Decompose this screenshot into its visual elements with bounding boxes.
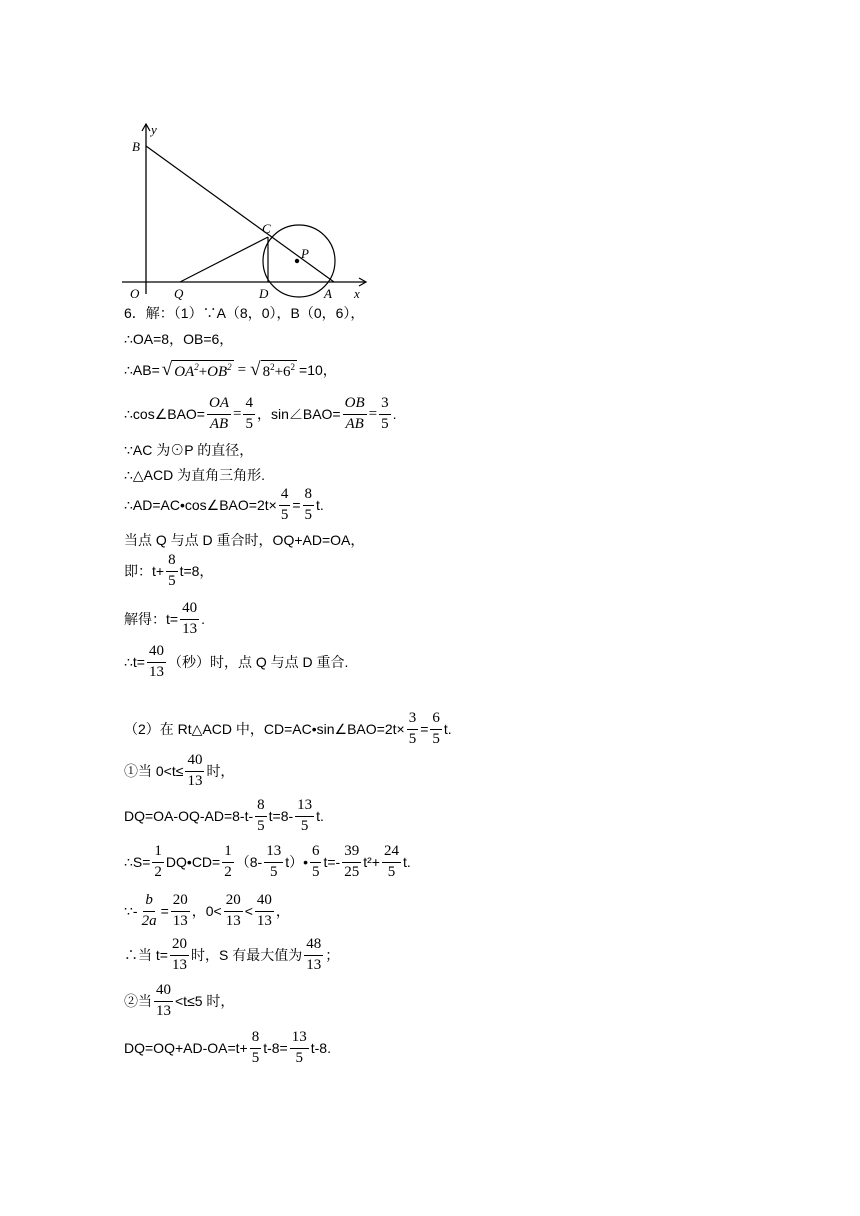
denominator: 5	[280, 506, 289, 523]
fraction	[379, 396, 391, 433]
text: ，	[275, 903, 290, 920]
numerator: 13	[290, 1030, 309, 1049]
text: 时，S 有最大值为	[190, 947, 303, 964]
numerator: 3	[407, 711, 419, 730]
fraction	[255, 893, 274, 930]
numerator: 24	[382, 844, 401, 863]
numerator: 40	[255, 893, 274, 912]
denominator: 5	[304, 506, 312, 523]
solution-line-4	[124, 396, 396, 433]
fraction	[185, 753, 204, 790]
fraction	[152, 844, 164, 881]
solution-line-19	[124, 1030, 331, 1067]
denominator: 13	[156, 1002, 171, 1019]
fraction	[264, 844, 283, 881]
fraction	[295, 798, 314, 835]
text: t=8-	[268, 808, 294, 825]
text: ①当 0<t≤	[124, 763, 184, 780]
numerator: 1	[222, 844, 234, 863]
sqrt-term: OB	[207, 364, 228, 380]
text: ∴AB=	[124, 362, 160, 379]
fraction	[166, 553, 178, 590]
fraction	[222, 844, 234, 881]
denominator: 5	[257, 817, 265, 834]
numerator: b	[143, 893, 155, 912]
text: ∴当 t=	[124, 947, 168, 964]
denominator: 13	[172, 912, 188, 929]
denominator: 5	[245, 415, 253, 432]
text: t-8=	[263, 1040, 288, 1057]
solution-line-7	[124, 487, 324, 524]
text: 当点 Q 与点 D 重合时，OQ+AD=OA，	[124, 532, 365, 548]
solution-line-18	[124, 983, 234, 1020]
text: ∴t=	[124, 654, 145, 671]
denominator: 13	[182, 620, 198, 637]
numerator: 1	[152, 844, 164, 863]
solution-line-14	[124, 798, 324, 835]
solution-line-10	[124, 601, 205, 638]
numerator: 20	[170, 937, 189, 956]
text: t=8，	[179, 563, 214, 580]
fraction	[147, 644, 166, 681]
point-p	[295, 259, 299, 263]
fraction	[304, 937, 323, 974]
fraction	[407, 711, 419, 748]
label-y: y	[151, 122, 157, 137]
label-q: Q	[174, 286, 184, 301]
numerator: 20	[171, 893, 190, 912]
denominator: 5	[311, 863, 320, 880]
numerator: OA	[207, 396, 231, 415]
segment-ab	[146, 146, 334, 282]
text: =10，	[299, 362, 337, 379]
solution-line-17	[124, 937, 339, 974]
denominator: 5	[381, 415, 389, 432]
fraction	[140, 893, 159, 930]
denominator: 13	[171, 956, 187, 973]
text: ∵AC 为⊙P 的直径，	[124, 442, 254, 458]
equals: =	[237, 361, 247, 378]
fraction	[342, 844, 361, 881]
text: <t≤5 时，	[175, 993, 235, 1010]
fraction	[180, 601, 199, 638]
denominator: 5	[387, 863, 396, 880]
text: t.	[402, 854, 411, 871]
denominator: 5	[432, 730, 440, 747]
denominator: AB	[209, 415, 229, 432]
text: DQ=OQ+AD-OA=t+	[124, 1040, 248, 1057]
fraction	[303, 487, 315, 524]
equals: =	[233, 405, 242, 422]
label-c: C	[262, 221, 271, 236]
text: DQ•CD=	[165, 854, 221, 871]
fraction	[207, 396, 231, 433]
sqrt-term: 8	[262, 364, 271, 380]
denominator: AB	[345, 415, 364, 432]
text: （秒）时，点 Q 与点 D 重合.	[167, 654, 349, 671]
solution-line-2	[124, 332, 233, 346]
text: ∴OA=8，OB=6，	[124, 331, 234, 347]
fraction	[171, 893, 190, 930]
solution-line-11	[124, 644, 348, 681]
text: 即：t+	[124, 563, 165, 580]
numerator: 8	[255, 798, 267, 817]
text: ；	[325, 947, 340, 964]
text: t²+	[363, 854, 380, 871]
text: =	[420, 721, 429, 738]
denominator: 25	[344, 863, 360, 880]
solution-line-16	[124, 893, 290, 930]
fraction	[255, 798, 267, 835]
sqrt-term: OA	[174, 364, 195, 380]
text: DQ=OA-OQ-AD=8-t-	[124, 808, 254, 825]
text: ，0<	[191, 903, 222, 920]
text: ②当	[124, 993, 152, 1010]
text: t=-	[323, 854, 341, 871]
fraction	[290, 1030, 309, 1067]
denominator: 5	[408, 730, 417, 747]
denominator: 5	[251, 1049, 260, 1066]
denominator: 13	[148, 663, 164, 680]
sqrt-expression-numeric: √ $8^2+6^2$	[250, 359, 296, 380]
text: ∴△ACD 为直角三角形.	[124, 467, 266, 483]
solution-line-13	[124, 753, 234, 790]
text: 解得：t=	[124, 611, 179, 628]
text: t.	[316, 497, 324, 514]
numerator: 6	[430, 711, 442, 730]
label-b: B	[132, 139, 140, 154]
label-p: P	[301, 246, 309, 261]
text: 时，	[206, 763, 235, 780]
fraction	[170, 937, 189, 974]
fraction	[382, 844, 401, 881]
solution-line-3	[124, 360, 337, 381]
text: t）•	[285, 854, 308, 871]
sqrt-plus: +	[274, 364, 284, 380]
solution-line-5	[124, 443, 253, 457]
label-d: D	[259, 286, 269, 301]
text: <	[244, 903, 253, 920]
text: （2）在 Rt△ACD 中，CD=AC•sin∠BAO=2t×	[124, 721, 405, 738]
sqrt-plus: +	[198, 364, 208, 380]
fraction	[243, 396, 255, 433]
numerator: 48	[304, 937, 323, 956]
text: ∴cos∠BAO=	[124, 406, 205, 423]
numerator: 8	[166, 553, 178, 572]
solution-line-1	[124, 306, 364, 320]
text: .	[201, 611, 205, 628]
text: t-8.	[310, 1040, 331, 1057]
denominator: 13	[225, 912, 241, 929]
numerator: 8	[303, 487, 315, 506]
equals: =	[368, 405, 378, 422]
geometry-figure	[116, 118, 376, 306]
numerator: OB	[343, 396, 367, 415]
denominator: 5	[295, 1049, 303, 1066]
text: =	[160, 903, 169, 920]
text: t.	[316, 808, 324, 825]
sqrt-term: 6	[283, 364, 291, 380]
figure-svg	[116, 118, 376, 306]
fraction	[279, 487, 291, 524]
solution-line-9	[124, 553, 213, 590]
denominator: 13	[187, 772, 203, 789]
denominator: 2	[224, 863, 232, 880]
denominator: 5	[168, 572, 176, 589]
fraction	[310, 844, 322, 881]
label-a: A	[324, 286, 332, 301]
solution-line-12	[124, 711, 452, 748]
numerator: 40	[147, 644, 166, 663]
numerator: 4	[243, 396, 255, 415]
numerator: 6	[310, 844, 322, 863]
numerator: 40	[180, 601, 199, 620]
fraction	[430, 711, 442, 748]
text: ，sin∠BAO=	[256, 406, 341, 423]
fraction	[154, 983, 173, 1020]
text: ∴AD=AC•cos∠BAO=2t×	[124, 497, 277, 514]
text: t.	[443, 721, 452, 738]
numerator: 13	[295, 798, 314, 817]
fraction	[343, 396, 367, 433]
denominator: 5	[300, 817, 309, 834]
denominator: 2a	[141, 912, 157, 929]
label-o: O	[130, 286, 140, 301]
fraction	[224, 893, 243, 930]
label-x: x	[354, 286, 360, 301]
numerator: 3	[379, 396, 391, 415]
numerator: 40	[154, 983, 173, 1002]
text: =	[292, 497, 301, 514]
numerator: 8	[250, 1030, 262, 1049]
numerator: 40	[185, 753, 204, 772]
text: （8-	[235, 854, 263, 871]
text: ∵-	[124, 903, 138, 920]
denominator: 13	[256, 912, 272, 929]
denominator: 13	[306, 956, 322, 973]
numerator: 4	[279, 487, 291, 506]
denominator: 5	[269, 863, 278, 880]
solution-line-6	[124, 468, 265, 482]
segment-qc	[180, 237, 268, 282]
solution-line-15	[124, 844, 411, 881]
numerator: 20	[224, 893, 243, 912]
text: .	[392, 406, 397, 423]
text: 6．解：（1）∵A（8，0），B（0，6），	[124, 305, 365, 321]
numerator: 13	[264, 844, 283, 863]
fraction	[250, 1030, 262, 1067]
numerator: 39	[342, 844, 361, 863]
text: ∴S=	[124, 854, 151, 871]
sqrt-expression: √ $OA^2+OB^2$	[161, 359, 232, 380]
solution-line-8	[124, 533, 364, 547]
denominator: 2	[154, 863, 162, 880]
